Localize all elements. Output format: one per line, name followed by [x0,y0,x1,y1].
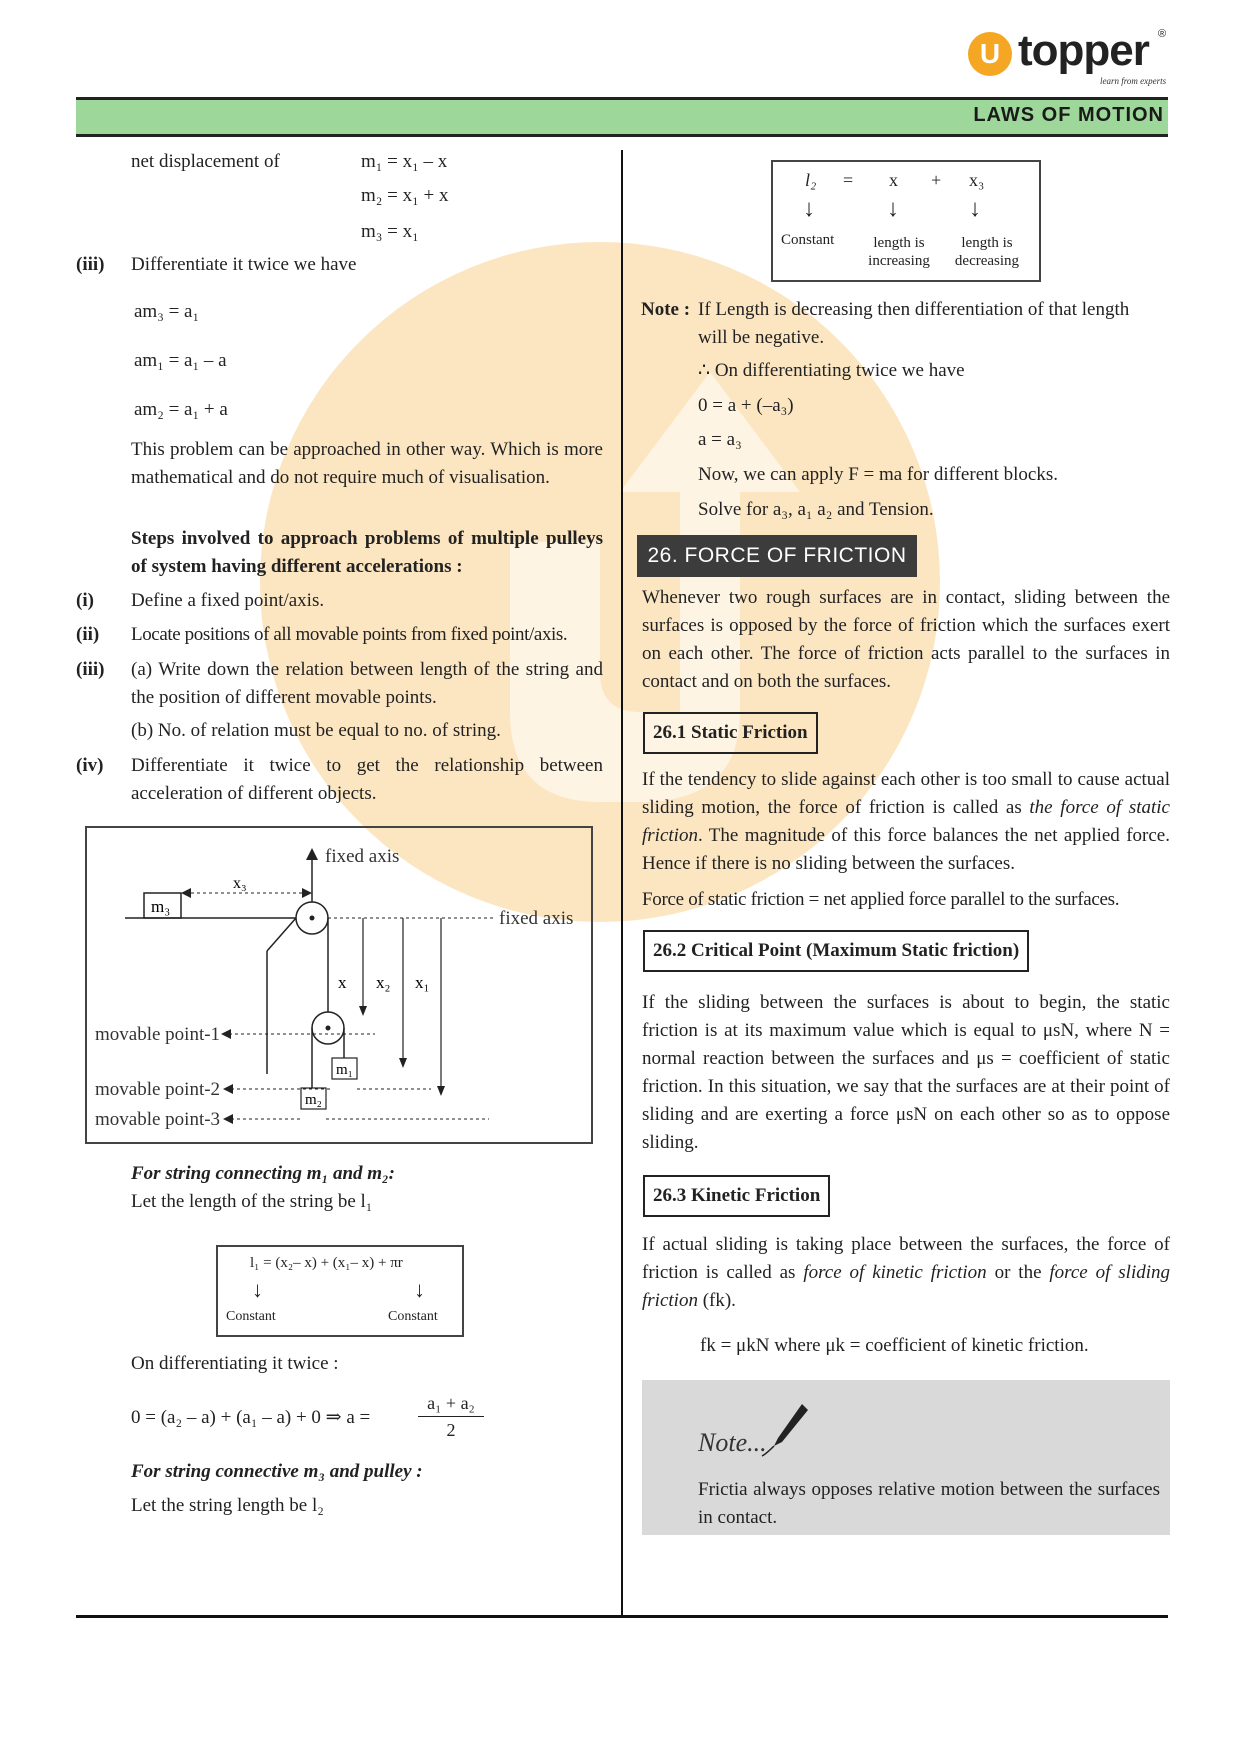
static-para-italic: the force of static friction [642,797,1170,846]
box2-equals: = [843,170,854,190]
on-diff-twice: On differentiating it twice : [131,1353,339,1374]
note-label: Note : [641,299,691,320]
acc-m1: am₁ = a₁ – a [134,350,227,371]
acc-m2: am₂ = a₁ + a [134,399,228,420]
kinetic-para-a: If actual sliding is taking place between the surfaces, the force of friction is called as [642,1234,1170,1283]
note-text-line1: If Length is decreasing then differentiation of that length [698,299,1130,320]
diagram-m2: m₂ [305,1092,322,1108]
box2-length-decreasing [947,234,1027,270]
heading-26-3: 26.3 Kinetic Friction [643,1175,830,1217]
step-label-iii: (iii) [76,254,105,275]
solve-for: Solve for a₃, a₁ a₂ and Tension. [698,499,934,520]
box2-c2a: length is [873,235,925,251]
diagram-movable-point-3: movable point-3 [95,1109,221,1130]
eq-zero: 0 = a + (–a₃) [698,395,794,416]
kinetic-para-b: or the [986,1262,1050,1283]
down-arrow-icon: ↓ [414,1277,425,1302]
static-para-b: . The magnitude of this force balances the net applied force. Hence if there is no sliding between the surfaces. [642,825,1170,874]
box2-c2b: increasing [868,253,930,269]
box1-constant-left: Constant [226,1309,276,1324]
diff-fraction [418,1390,484,1443]
down-arrow-icon: ↓ [887,196,899,222]
box2-l2: l₂ [805,170,817,190]
down-arrow-icon: ↓ [969,196,981,222]
logo-tagline: learn from experts [1100,76,1167,86]
steps-heading: Steps involved to approach problems of multiple pulleys of system having different accelerations : [131,528,603,577]
therefore-line: ∴ On differentiating twice we have [698,360,965,381]
note-script: Note... [698,1428,767,1457]
string-length-l1: Let the length of the string be l₁ [131,1191,373,1212]
diff-equation: 0 = (a₂ – a) + (a₁ – a) + 0 ⇒ a = [131,1407,371,1428]
diagram-x1: x₁ [415,973,430,992]
footer-line [76,1615,1168,1618]
note-text-line2: will be negative. [698,327,825,348]
pulley-diagram [85,826,593,1144]
string-length-l2: Let the string length be l₂ [131,1495,324,1516]
heading-26-1: 26.1 Static Friction [643,712,818,754]
chapter-title: LAWS OF MOTION [973,104,1164,126]
fraction-denominator: 2 [446,1420,456,1440]
box2-c3b: decreasing [954,253,1020,269]
step-text: Differentiate it twice to get the relationship between acceleration of different objects. [131,755,603,804]
kinetic-para-italic-1: force of kinetic friction [803,1262,987,1283]
equation-box-l1 [216,1245,464,1337]
diagram-fixed-axis-right: fixed axis [499,908,574,929]
box2-x3: x₃ [969,170,985,190]
kinetic-friction-paragraph [642,1231,1170,1315]
box1-constant-right: Constant [388,1309,438,1324]
eq-a-equals-a3: a = a₃ [698,429,742,450]
down-arrow-icon: ↓ [803,196,815,222]
logo-wordmark: topper [1018,26,1149,75]
step-text: Locate positions of all movable points from fixed point/axis. [131,624,568,645]
diagram-movable-point-2: movable point-2 [95,1079,221,1100]
logo-mark-icon: U [968,32,1012,76]
column-divider [621,150,623,1615]
string-m3-heading: For string connective m₃ and pulley : [131,1461,423,1482]
step-label: (i) [76,590,94,611]
logo [968,28,1168,90]
diagram-fixed-axis-top: fixed axis [325,846,400,867]
box2-c3a: length is [961,235,1013,251]
diagram-x3: x₃ [233,875,247,892]
kinetic-formula: fk = μkN where μk = coefficient of kinetic friction. [700,1335,1089,1356]
differentiate-text: Differentiate it twice we have [131,254,357,275]
step-label: (ii) [76,624,100,645]
box2-length-increasing [861,234,937,270]
step-text: (b) No. of relation must be equal to no. of string. [131,720,501,741]
friction-paragraph: Whenever two rough surfaces are in contact, sliding between the surfaces is opposed by the force of friction which the surfaces exert on each other. The force of friction acts parallel to the surfaces in contact and on both the surfaces. [642,587,1170,692]
diagram-x2: x₂ [376,973,391,992]
note-box [642,1380,1170,1535]
down-arrow-icon: ↓ [252,1277,263,1302]
step-text: (a) Write down the relation between length of the string and the position of different movable points. [131,659,603,708]
step-label: (iii) [76,659,105,680]
eq-m2-displacement: m₂ = x₁ + x [361,185,449,206]
static-friction-paragraph [642,766,1170,878]
step-label: (iv) [76,755,104,776]
fraction-numerator: a₁ + a₂ [418,1390,484,1417]
box1-equation: l₁ = (x₂– x) + (x₁– x) + πr [250,1255,403,1271]
diagram-movable-point-1: movable point-1 [95,1024,221,1045]
diagram-m3: m₃ [151,897,171,916]
equation-box-l2 [771,160,1041,282]
pen-icon [760,1402,810,1458]
fixed-axis-arrow-icon [306,848,318,860]
step-text: Define a fixed point/axis. [131,590,325,611]
box2-x: x [889,170,898,190]
box2-constant: Constant [781,232,835,248]
eq-m1-displacement: m₁ = x₁ – x [361,151,448,172]
registered-mark: ® [1158,28,1167,40]
critical-point-paragraph: If the sliding between the surfaces is about to begin, the static friction is at its maximum value which is equal to μsN, where N = normal reaction between the surfaces and μs = coefficient of static friction. In this situation, we say that the surfaces are at their point of sliding and are exerting a force μsN on each other so as to oppose sliding. [642,992,1170,1153]
kinetic-para-italic-2: force of sliding friction [642,1262,1171,1311]
diagram-m1: m₁ [336,1062,353,1078]
eq-m3-displacement: m₃ = x₁ [361,221,419,242]
acc-m3: am₃ = a₁ [134,301,200,322]
note-box-text: Frictia always opposes relative motion between the surfaces in contact. [698,1479,1160,1528]
net-displacement-label: net displacement of [131,151,280,172]
heading-26-2: 26.2 Critical Point (Maximum Static friction) [643,930,1029,972]
apply-f-ma: Now, we can apply F = ma for different blocks. [698,464,1059,485]
section-26-heading: 26. FORCE OF FRICTION [637,535,917,577]
box2-plus: + [931,170,942,190]
static-force-line: Force of static friction = net applied force parallel to the surfaces. [642,889,1120,910]
string-m1m2-heading: For string connecting m₁ and m₂: [131,1163,395,1184]
static-para-a: If the tendency to slide against each other is too small to cause actual sliding motion, the force of friction is called as [642,769,1170,818]
kinetic-para-c: (fk). [697,1290,736,1311]
alternate-approach-paragraph: This problem can be approached in other way. Which is more mathematical and do not require much of visualisation. [131,439,603,488]
diagram-x: x [338,973,347,992]
